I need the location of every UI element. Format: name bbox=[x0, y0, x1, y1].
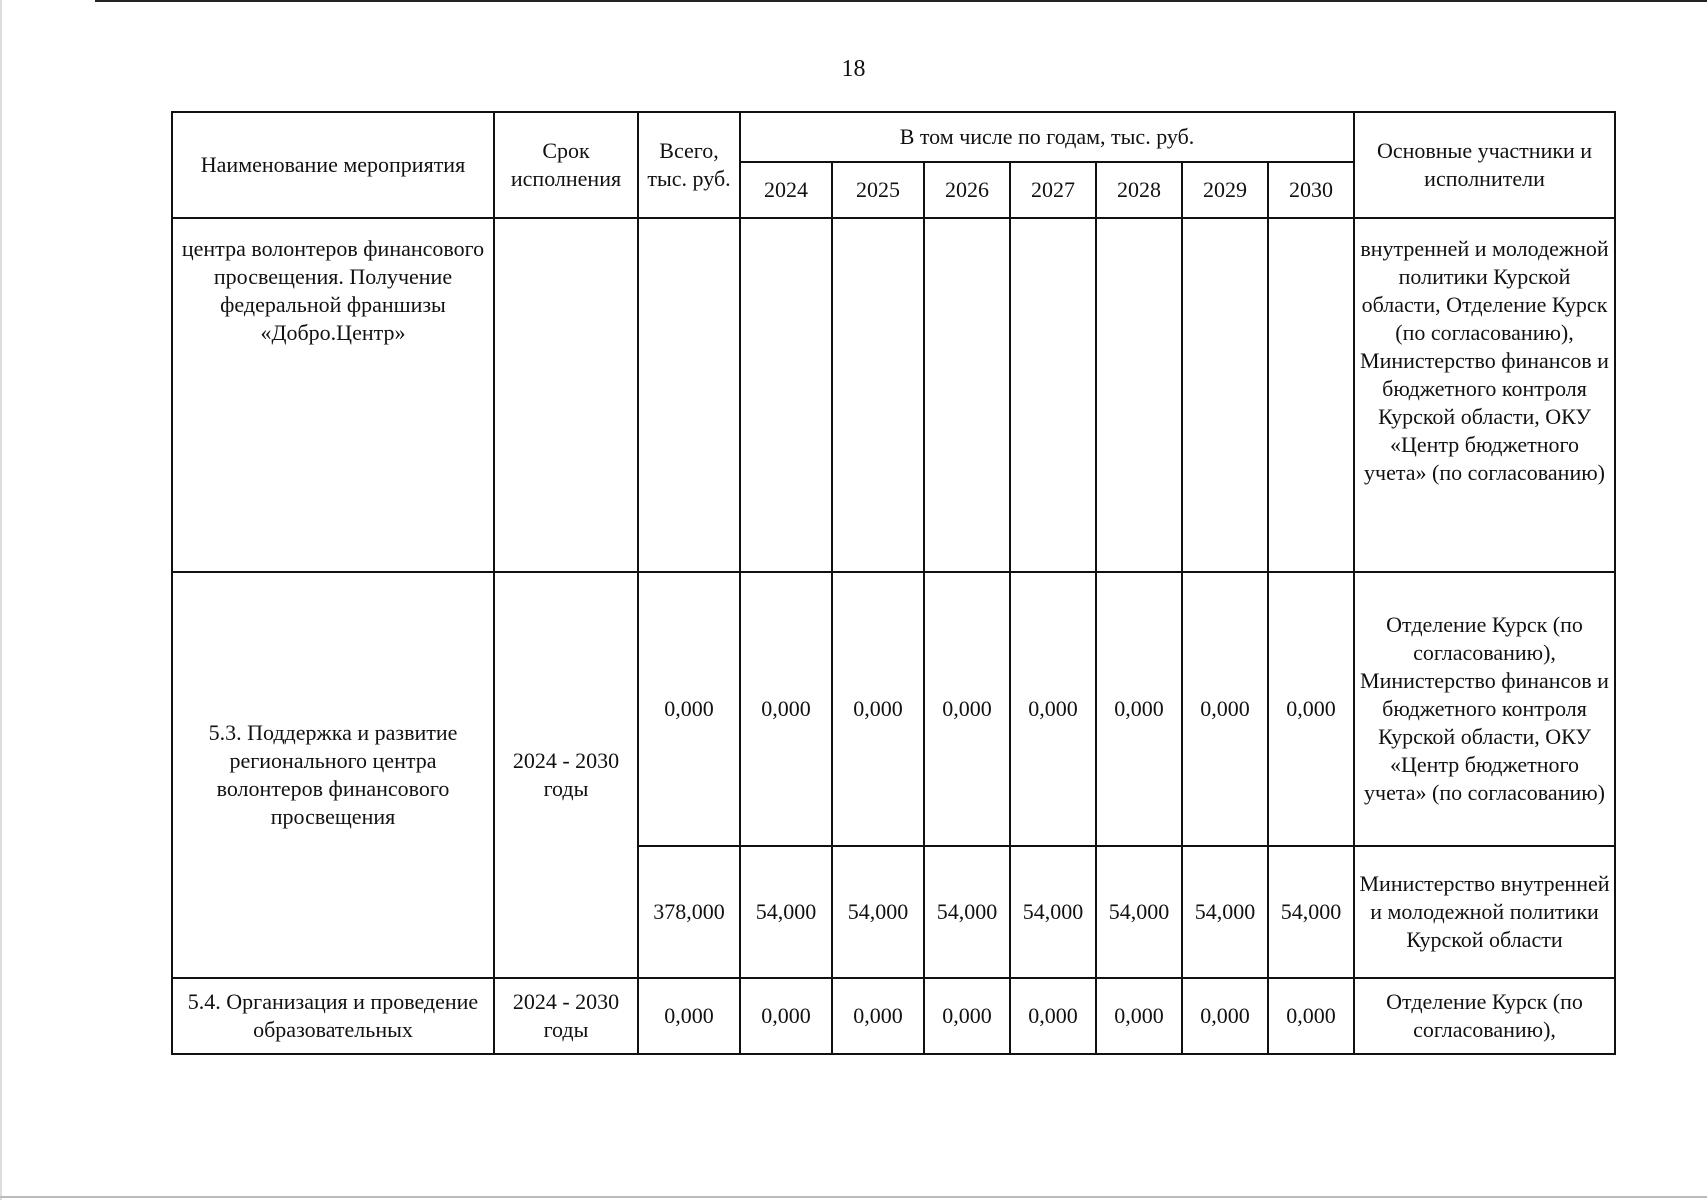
header-year: 2030 bbox=[1268, 162, 1354, 218]
row-term-cell bbox=[494, 218, 638, 572]
header-name: Наименование мероприятия bbox=[172, 112, 494, 218]
row-year-cell bbox=[740, 218, 832, 572]
row-year-cell: 54,000 bbox=[924, 846, 1010, 978]
row-participants-cell: Министерство внутренней и молодежной политики Курской области bbox=[1354, 846, 1615, 978]
row-year-cell bbox=[1010, 218, 1096, 572]
row-year-cell: 0,000 bbox=[740, 978, 832, 1054]
scan-edge-left bbox=[0, 0, 2, 1200]
row-year-cell: 0,000 bbox=[832, 978, 924, 1054]
row-year-cell: 0,000 bbox=[1182, 978, 1268, 1054]
header-row-1 bbox=[172, 112, 1615, 162]
row-total-cell bbox=[638, 218, 740, 572]
scan-edge-bottom bbox=[0, 1196, 1707, 1198]
row-year-cell: 54,000 bbox=[1268, 846, 1354, 978]
row-participants-cell: Отделение Курск (по согласованию), Министерство финансов и бюджетного контроля Курской области, ОКУ «Центр бюджетного учета» (по согласованию) bbox=[1354, 572, 1615, 846]
header-participants: Основные участники и исполнители bbox=[1354, 112, 1615, 218]
row-name-cell: 5.3. Поддержка и развитие регионального центра волонтеров финансового просвещения bbox=[172, 572, 494, 978]
row-participants-cell: Отделение Курск (по согласованию), bbox=[1354, 978, 1615, 1054]
header-term: Срок исполнения bbox=[494, 112, 638, 218]
row-year-cell bbox=[1182, 218, 1268, 572]
row-year-cell bbox=[832, 218, 924, 572]
row-year-cell: 54,000 bbox=[740, 846, 832, 978]
row-year-cell: 0,000 bbox=[1010, 572, 1096, 846]
row-year-cell: 0,000 bbox=[1096, 572, 1182, 846]
row-year-cell: 0,000 bbox=[1268, 572, 1354, 846]
row-year-cell: 54,000 bbox=[1096, 846, 1182, 978]
row-year-cell: 54,000 bbox=[1182, 846, 1268, 978]
header-year: 2025 bbox=[832, 162, 924, 218]
row-total-cell: 0,000 bbox=[638, 978, 740, 1054]
row-year-cell: 0,000 bbox=[740, 572, 832, 846]
row-year-cell: 0,000 bbox=[1268, 978, 1354, 1054]
row-year-cell: 0,000 bbox=[1096, 978, 1182, 1054]
table-row bbox=[172, 218, 1615, 572]
row-term-cell: 2024 - 2030 годы bbox=[494, 572, 638, 978]
row-year-cell: 54,000 bbox=[832, 846, 924, 978]
header-total: Всего, тыс. руб. bbox=[638, 112, 740, 218]
row-year-cell: 0,000 bbox=[1182, 572, 1268, 846]
row-name-cell: 5.4. Организация и проведение образовательных bbox=[172, 978, 494, 1054]
row-year-cell: 0,000 bbox=[832, 572, 924, 846]
header-year: 2029 bbox=[1182, 162, 1268, 218]
header-year: 2026 bbox=[924, 162, 1010, 218]
row-year-cell: 0,000 bbox=[924, 572, 1010, 846]
row-year-cell bbox=[1268, 218, 1354, 572]
row-year-cell bbox=[924, 218, 1010, 572]
page-number: 18 bbox=[841, 56, 866, 82]
budget-table bbox=[171, 111, 1616, 1055]
table-row bbox=[172, 978, 1615, 1054]
header-year: 2027 bbox=[1010, 162, 1096, 218]
row-name-cell: центра волонтеров финансового просвещения. Получение федеральной франшизы «Добро.Центр» bbox=[172, 218, 494, 572]
row-participants-cell: внутренней и молодежной политики Курской области, Отделение Курск (по согласованию), Министерство финансов и бюджетного контроля Курской области, ОКУ «Центр бюджетного учета» (по согласованию) bbox=[1354, 218, 1615, 572]
header-year: 2028 bbox=[1096, 162, 1182, 218]
table-row bbox=[172, 572, 1615, 846]
row-year-cell: 0,000 bbox=[924, 978, 1010, 1054]
row-total-cell: 378,000 bbox=[638, 846, 740, 978]
row-total-cell: 0,000 bbox=[638, 572, 740, 846]
row-year-cell bbox=[1096, 218, 1182, 572]
scan-edge-top bbox=[95, 0, 1707, 2]
row-year-cell: 0,000 bbox=[1010, 978, 1096, 1054]
header-year: 2024 bbox=[740, 162, 832, 218]
row-year-cell: 54,000 bbox=[1010, 846, 1096, 978]
header-by-years: В том числе по годам, тыс. руб. bbox=[740, 112, 1354, 162]
row-term-cell: 2024 - 2030 годы bbox=[494, 978, 638, 1054]
